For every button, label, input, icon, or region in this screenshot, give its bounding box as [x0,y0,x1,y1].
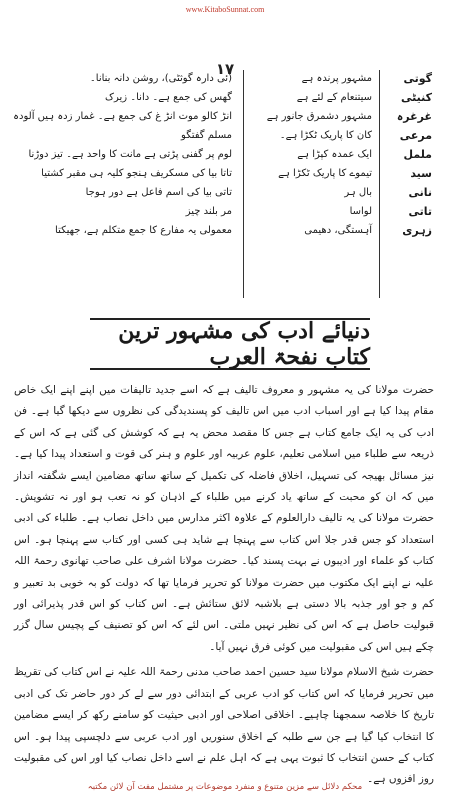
section-title: دنیائے ادب کی مشہور ترین کتاب نفحۃ العرب [118,318,370,370]
glossary-term: ململ [403,148,432,161]
glossary-definition: آہستگی، دھیمی [304,225,372,236]
glossary-definition: مسلم گفتگو [181,130,232,141]
glossary-definition: کان کا پاریک ٹکڑا ہے۔ [279,130,372,141]
glossary-definition: بال ہر [344,187,372,198]
paragraph: حضرت مولانا کی یہ مشہور و معروف تالیف ہے کہ اسے جدید تالیفات میں اپنے اپنے ایک خاص مقام پیدا کیا ہے اور اسباب ادب میں اس تالیف کو پسندیدگی کی نظروں سے دیکھا گیا ہے۔ فن ادب کی یہ ایک جامع کتاب ہے جس کا مقصد محض یہ ہے کہ کوشش کی گئی ہے کہ اس کے ذریعہ سے طلباء میں اسلامی تعلیم، علوم عربیہ اور علوم و ہنر کی قوت و استعداد پیدا کیا ہے۔ نیز مسائل بھیجہ کی تسہیل، اخلاق فاضلہ کی تکمیل کے ساتھ ساتھ مضامین ایسے شگفتہ انداز میں کہ ان کو محبت کے ساتھ یاد کرنے میں طلباء کے اذہان کو نہ تعب ہو اور نہ تشویش۔ حضرت مولانا کی یہ تالیف دارالعلوم کے علاوہ اکثر مدارس میں داخل نصاب ہے۔ طلباء کی ادبی استعداد کو جس قدر جلا اس کتاب سے پہنچا ہے شاید ہی کسی اور کتاب سے پہنچا ہو۔ اس کتاب کو علماء اور ادیبوں نے بہت پسند کیا۔ حضرت مولانا اشرف علی صاحب تھانوی رحمۃ اللہ علیہ نے اپنے ایک مکتوب میں حضرت مولانا کو تحریر فرمایا تھا کہ دولت کو بہ خوبی بد تعبیر و کم و جو اور جذبہ بالا دستی ہے بلاشبہ لائق ستائش ہے۔ اس کتاب کو اس قدر پذیرائی اور قبولیت حاصل ہے کہ اس کی نظیر نہیں ملتی۔ اس لئے کہ اس کو تصنیف کے پچیس سال گزر چکے ہیں اس کی مقبولیت میں کوئی فرق نہیں آیا۔ [14,384,434,653]
glossary-definition: تیموے کا پاریک ٹکڑا ہے [278,168,372,179]
site-url: www.KitaboSunnat.com [185,5,265,14]
footer-banner: محکم دلائل سے مزین متنوع و منفرد موضوعات پر مشتمل مفت آن لائن مکتبہ [87,782,363,792]
glossary-definition: سیتنعام کے لئے ہے [296,92,372,103]
glossary [13,70,432,305]
column-divider [379,70,381,298]
glossary-term: مرعی [399,129,432,142]
glossary-term: غرغرہ [396,110,432,123]
glossary-definition: مشہور دشمرق جانور ہے [266,111,372,122]
glossary-definition: لواسا [349,206,372,217]
glossary-definition: معمولی یہ مفارع کا جمع متکلم ہے، جھیکتا [55,225,232,236]
glossary-definition: تاتی بیا کی اسم فاعل ہے دور ہوجا [85,187,232,198]
glossary-definition: لوم پر گفنی پڑتی ہے مانت کا واحد ہے۔ تیز دوڑنا [28,149,232,160]
glossary-definition: مشہور پرندہ ہے [301,73,372,84]
glossary-definition: مر بلند چیز [185,206,232,217]
page-number: ١٧ [215,60,235,78]
glossary-terms [388,70,432,239]
glossary-definition: انڑ کالو موت انڑ غ کی جمع ہے۔ غمار زدہ ہیں آلودہ [13,111,232,122]
glossary-term: تاتی [408,205,432,218]
glossary-definitions-right [262,70,372,239]
glossary-definition: تاتا بیا کی مسکریف ہنجو کلیہ ہی مقبر کشتیا [41,168,232,179]
glossary-definition: ایک عمدہ کپڑا ہے [297,149,372,160]
glossary-term: کنیٹی [401,91,432,104]
glossary-term: گوتی [403,72,432,85]
section-title-frame [90,318,370,370]
glossary-term: نانی [408,186,432,199]
body-text [14,380,434,786]
glossary-definitions-left [13,70,232,239]
glossary-term: زہری [402,224,432,237]
glossary-definition: گھس کی جمع ہے۔ دانا۔ زیرک [105,92,232,103]
glossary-definition: (ئی دارہ گوثٹی)، روشن دانہ بنانا۔ [89,73,232,84]
paragraph: حضرت شیخ الاسلام مولانا سید حسین احمد صاحب مدنی رحمۃ اللہ علیہ نے اس کتاب کی تقریظ میں تحریر فرمایا کہ اس کتاب کو ادب عربی کے ابتدائی دور سے لے کر دور حاضر تک کی ادبی تاریخ کا خلاصہ سمجھنا چاہیے۔ اخلاقی اصلاحی اور ادبی حیثیت کو سامنے رکھ کر ایسے مضامین کا انتخاب کیا گیا ہے جن سے طلبہ کے اخلاق سنوریں اور ادب عربی سے دلچسپی پیدا ہو۔ اس کتاب کے حسن انتخاب کا ثبوت یہی ہے کہ اہل علم نے اسے داخل نصاب کیا اور اس کی مقبولیت روز افزوں ہے۔ [14,666,434,786]
glossary-term: سید [410,167,432,180]
column-divider [243,70,245,298]
